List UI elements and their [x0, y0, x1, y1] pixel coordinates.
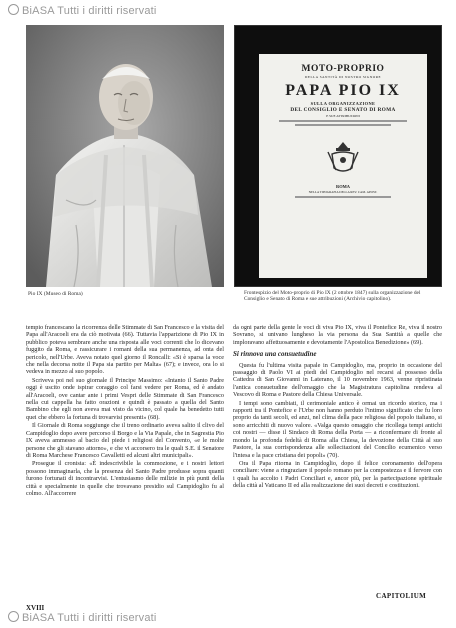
- document-caption: Frontespizio del Moto-proprio di Pio IX (2 ottobre 1847) sulla organizzazione del Consiglio e Senato di Roma e sue attribuzioni (Archivio capitolino).: [244, 290, 421, 303]
- document-scan: [234, 25, 442, 287]
- watermark-bottom: [8, 611, 157, 624]
- doc-fine-print: [295, 124, 391, 126]
- doc-fine-print: [279, 120, 407, 122]
- page-number: XVIII: [26, 604, 45, 612]
- paragraph: da ogni parte della gente le voci di viva Pio IX, viva il Pontefice Re, viva il nostro Sovrano, si univano lungheso la via persona da Sua Santità a quelle che imploravano affettuosamente e devotamente l'Apostolica Benedizione» (69).: [233, 324, 442, 346]
- photo-caption: Pio IX (Museo di Roma): [28, 291, 83, 297]
- doc-imprint-sub: NELLA TIPOGRAFIA DELLA REV. CAM. APOST.: [308, 190, 378, 194]
- doc-line-c: E SUE ATTRIBUZIONI: [326, 114, 360, 118]
- paragraph: Questa fu l'ultima visita papale in Campidoglio, ma, proprio in occasione del passaggio di Paolo VI ai piedi del Campidoglio nel recarsi al possesso della Cattedra di San Giovanni in Laterano, il 10 novembre 1963, venne ripristinata l'antica consuetudine dell'omaggio che la Magistratura capitolina rendeva al Vescovo di Roma e Pastore della Chiesa Universale.: [233, 361, 442, 399]
- paragraph: I tempi sono cambiati, il cerimoniale antico è ormai un ricordo storico, ma i rapporti tra il Pontefice e l'Urbe non hanno perduto l'intimo significato che fu loro proprio da tanti secoli, ed anzi, nel clima della pace religiosa del popolo italiano, si sono arricchiti di nuovo valore. «Valga questo omaggio che ricollega tempi antichi coi nostri — disse il Sindaco di Roma della Porta — a riconfermare di fronte al mondo la profonda fedeltà di Roma alla Chiesa, la devozione della Città al suo Pastore, la sua corrispondenza alle sollecitazioni del Concilio ecumenico verso l'intesa e la pace cristiana dei popoli» (70).: [233, 399, 442, 459]
- portrait-illustration: [26, 25, 224, 287]
- right-text-column: [233, 324, 442, 491]
- journal-name: CAPITOLIUM: [376, 592, 427, 600]
- doc-line-b: DEL CONSIGLIO E SENATO DI ROMA: [290, 107, 396, 113]
- paragraph: tempio francescano la ricorrenza delle Stimmate di San Francesco e la visita del Papa all'Aracoeli era da ciò motivata (66). Tuttavia l'apparizione di Pio IX in pubblico poteva sembrare anche una risposta alle voci correnti che lo dicevano fuggito da Roma, e rassicurare i romani della sua permanenza, ad onta del pericolo, nell'Urbe. Aveva notato quel giorno il Roncalli: «Si è sparsa la voce che nella decorsa notte il Papa sia partito per Malta» (67); e invece, ora lo si vedeva in mezzo al suo popolo.: [26, 324, 224, 376]
- doc-imprint: ROMA: [336, 184, 350, 189]
- doc-line-a: SULLA ORGANIZZAZIONE: [310, 101, 376, 106]
- paragraph: Scriveva poi nel suo giornale il Principe Massimo: «Intanto il Santo Padre oggi è uscito onde ispirar coraggio col farsi vedere per Roma, ed è andato all'Aracoeli, ove cantar ante i primi Vespri delle Stimmate di San Francesco nella cui cappella ha fatto orazioni e quindi è passato a quella del Santo Bambino che egli non aveva mai visto da vicino, col quale ha benedetto tutti quei che ebbero la fortuna di trovarvisi presenti» (68).: [26, 376, 224, 421]
- watermark-top: [8, 4, 157, 17]
- left-text-column: [26, 324, 224, 498]
- paragraph: Ora il Papa ritorna in Campidoglio, dopo il felice coronamento dell'opera conciliare: viene a ringraziare il popolo romano per la compostezza e il fervore con i quali ha accolto i Padri Conciliari e, ancor più, per la partecipazione spirituale della città al Vaticano II ed alla realizzazione dei suoi decreti e costituzioni.: [233, 459, 442, 490]
- watermark-top-text: BiASA Tutti i diritti riservati: [22, 5, 157, 17]
- doc-subtitle: DELLA SANTITÀ DI NOSTRO SIGNORE: [304, 75, 382, 79]
- watermark-seal-icon: [8, 611, 19, 622]
- papal-emblem-icon: [322, 140, 364, 176]
- doc-title: MOTO-PROPRIO: [301, 64, 385, 74]
- paragraph: Prosegue il cronista: «È indescrivibile la commozione, e i nostri lettori possono immaginarla, che la presenza del Santo Padre produsse sopra quanti furono fortunati di incontrarvisi. L'entusiasmo delle milizie in più punti della città e specialmente in quelle che trovavano presidio sul Campidoglio fu al colmo. All'accorrere: [26, 460, 224, 497]
- section-subheading: Si rinnova una consuetudine: [233, 350, 317, 359]
- document-title-page: [259, 54, 427, 278]
- paragraph: Il Giornale di Roma soggiunge che il treno ordinario aveva salito il clivo del Campidoglio dopo avere percorso il Borgo e la Via Papale, che in Sagrestia Pio IX aveva ammesso al bacio del piede i religiosi del Convento, «e le molte persone che gli stavano attorno», e che vi accorsero tra le quali S.E. il Senatore di Roma Marchese Francesco Cavalletti ed alcuni altri municipali».: [26, 422, 224, 459]
- doc-fine-print: [295, 196, 391, 198]
- portrait-photo: [26, 25, 224, 287]
- watermark-bottom-text: BiASA Tutti i diritti riservati: [22, 612, 157, 624]
- watermark-seal-icon: [8, 4, 19, 15]
- doc-name: PAPA PIO IX: [285, 82, 401, 99]
